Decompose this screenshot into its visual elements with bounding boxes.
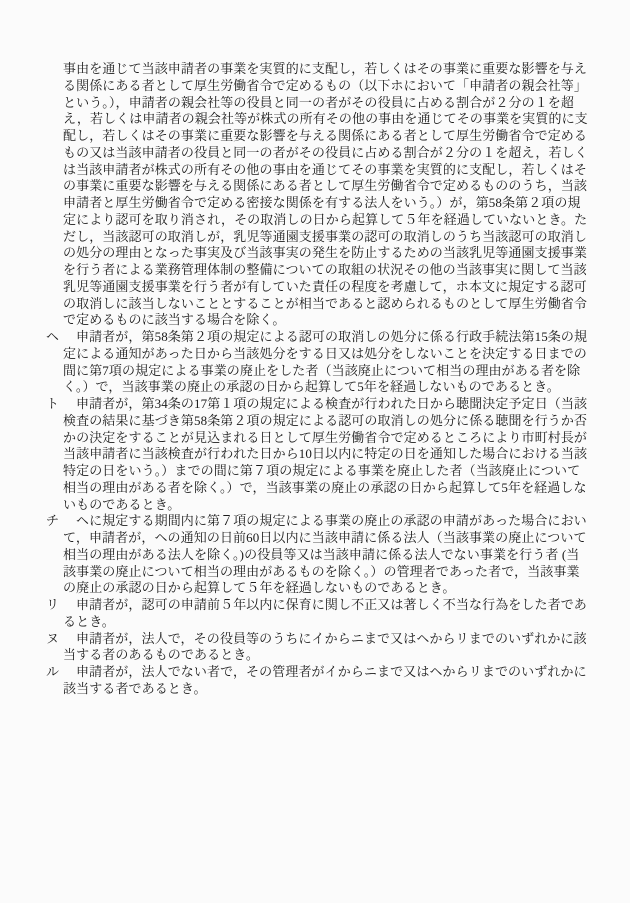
text-line: て，申請者が，ヘの通知の日前60日以内に当該申請に係る法人（当該事業の廃止について xyxy=(63,530,587,545)
text-line xyxy=(0,597,630,614)
text-line: もの又は当該申請者の役員と同一の者がその役員に占める割合が２分の１を超え，若しく xyxy=(63,144,588,160)
text-line: 当する者のあるものであるとき。 xyxy=(63,647,259,663)
text-line xyxy=(0,396,630,413)
text-line: え，若しくは申請者の親会社等が株式の所有その他の事由を通じてその事業を実質的に支 xyxy=(63,111,588,127)
text-line: という。），申請者の親会社等の役員と同一の者がその役員に占める割合が２分の１を超 xyxy=(63,94,575,110)
text-line: の事業に重要な影響を与える関係にある者として厚生労働省令で定めるもののうち，当該 xyxy=(63,178,588,194)
text-line: く。）で，当該事業の廃止の承認の日から起算して5年を経過しないものであるとき。 xyxy=(63,379,560,395)
item-text: 申請者が，認可の申請前５年以内に保育に関し不正又は著しく不当な行為をした者であ xyxy=(76,597,587,612)
list-item-ル xyxy=(0,664,630,698)
text-line: 該事業の廃止について相当の理由があるものを除く。）の管理者であった者で，当該事業 xyxy=(63,563,580,579)
item-text: 申請者が，第34条の17第１項の規定による検査が行われた日から聴聞決定予定日（当該 xyxy=(76,396,588,411)
text-line: 検査の結果に基づき第58条第２項の規定による認可の取消しの処分に係る聴聞を行うか否 xyxy=(63,412,588,428)
item-marker: ヘ xyxy=(46,329,60,344)
list-item-リ xyxy=(0,597,630,631)
text-line: るとき。 xyxy=(63,613,115,629)
list-item-チ xyxy=(0,513,630,597)
item-marker: チ xyxy=(46,513,60,529)
continuation-paragraph xyxy=(0,61,630,329)
text-line: 相当の理由がある者を除く。）で，当該事業の廃止の承認の日から起算して5年を経過しな xyxy=(63,479,587,495)
text-line: いものであるとき。 xyxy=(63,496,181,512)
text-line xyxy=(0,631,630,648)
text-line: かの決定をすることが見込まれる日として厚生労働省令で定めるところにより市町村長が xyxy=(63,429,588,445)
text-line: 特定の日をいう。）までの間に第７項の規定による事業を廃止した者（当該廃止について xyxy=(63,463,581,478)
list-item-ヌ xyxy=(0,631,630,665)
text-line xyxy=(0,329,630,346)
item-marker: ト xyxy=(46,396,60,411)
text-line: 相当の理由がある法人を除く。)の役員等又は当該申請に係る法人でない事業を行う者 (当 xyxy=(63,546,580,562)
text-line: 当該申請者に当該検査が行われた日から10日以内に特定の日を通知した場合における当該 xyxy=(63,446,588,462)
text-line: 定による通知があった日から当該処分をする日又は処分をしないことを決定する日までの xyxy=(63,345,587,361)
list-item-ヘ xyxy=(0,329,630,396)
text-line: は当該申請者が株式の所有その他の事由を通じてその事業を実質的に支配し，若しくはそ xyxy=(63,161,588,177)
text-line: だし，当該認可の取消しが，乳児等通園支援事業の認可の取消しのうち当該認可の取消し xyxy=(63,228,588,244)
text-line: の取消しに該当しないこととすることが相当であると認められるものとして厚生労働省令 xyxy=(63,295,588,311)
text-line: を行う者による業務管理体制の整備についての取組の状況その他の当該事実に関して当該 xyxy=(63,262,587,277)
item-marker: リ xyxy=(46,597,60,612)
item-text: ヘに規定する期間内に第７項の規定による事業の廃止の承認の申請があった場合におい xyxy=(76,513,587,529)
document-body xyxy=(0,61,630,698)
text-line: 申請者と厚生労働省令で定める密接な関係を有する法人をいう。）が，第58条第２項の規 xyxy=(63,195,581,210)
item-text: 申請者が，法人で，その役員等のうちにイからニまで又はヘからリまでのいずれかに該 xyxy=(76,630,587,646)
text-line: 乳児等通園支援事業を行う者が有していた責任の程度を考慮して，ホ本文に規定する認可 xyxy=(63,278,587,294)
item-text: 申請者が，法人でない者で，その管理者がイからニまで又はヘからリまでのいずれかに xyxy=(76,664,587,679)
text-line: 事由を通じて当該申請者の事業を実質的に支配し，若しくはその事業に重要な影響を与え xyxy=(63,61,588,76)
text-line: 定により認可を取り消され，その取消しの日から起算して５年を経過していないとき。た xyxy=(63,211,588,227)
text-line xyxy=(0,513,630,530)
text-line: の廃止の承認の日から起算して５年を経過しないものであるとき。 xyxy=(63,580,456,596)
text-line: の処分の理由となった事実及び当該事実の発生を防止するための当該乳児等通園支援事業 xyxy=(63,245,588,261)
text-line: で定めるものに該当する場合を除く。 xyxy=(63,312,286,328)
item-marker: ヌ xyxy=(46,630,60,646)
text-line: 配し，若しくはその事業に重要な影響を与える関係にある者として厚生労働省令で定める xyxy=(63,128,588,143)
item-text: 申請者が，第58条第２項の規定による認可の取消しの処分に係る行政手続法第15条の規 xyxy=(76,329,588,344)
text-line xyxy=(0,664,630,681)
list-item-ト xyxy=(0,396,630,513)
text-line: る関係にある者として厚生労働省令で定めるもの（以下ホにおいて「申請者の親会社等」 xyxy=(63,77,588,93)
item-marker: ル xyxy=(46,664,60,679)
text-line: 間に第7項の規定による事業の廃止をした者（当該廃止について相当の理由がある者を除 xyxy=(63,362,581,378)
text-line: 該当する者であるとき。 xyxy=(63,680,207,696)
